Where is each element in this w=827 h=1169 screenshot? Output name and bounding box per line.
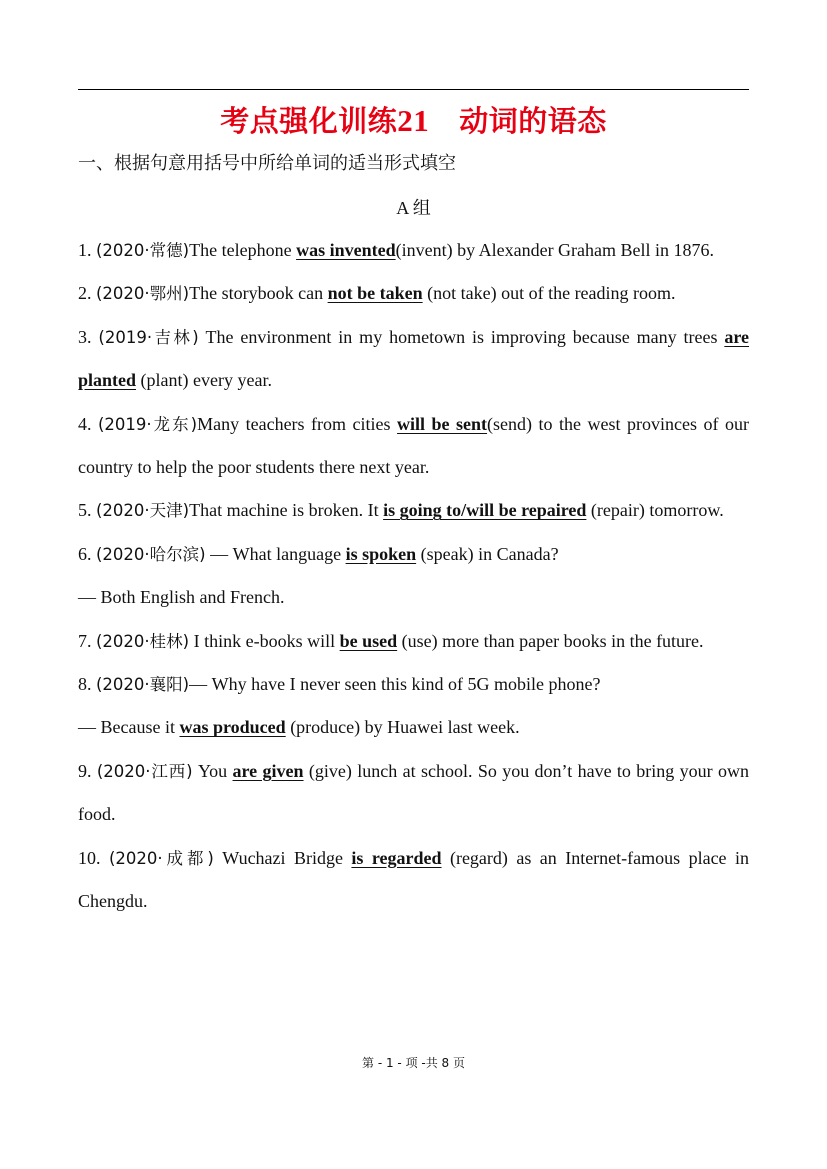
exercise-item-2 <box>78 272 749 315</box>
answer-blank: was invented <box>296 240 396 260</box>
title-text: 考点强化训练 <box>220 104 398 138</box>
item-source: (2020·哈尔滨) <box>96 544 206 564</box>
answer-blank: not be taken <box>327 283 423 304</box>
item-text: I think e-books will <box>189 630 340 651</box>
item-source: (2020·常德) <box>96 241 190 260</box>
answer-blank: was produced <box>179 717 286 738</box>
item-text: — What language <box>205 543 346 564</box>
group-label: A 组 <box>396 198 431 218</box>
item-text: (give) lunch at school. So you don’t have to bring your own food. <box>78 760 750 825</box>
item-number: 2. <box>78 283 92 304</box>
item-text: That machine is broken. It <box>189 500 384 521</box>
item-number: 4. <box>78 413 92 434</box>
answer-blank: are given <box>232 760 304 781</box>
item-text: The telephone <box>189 240 297 260</box>
item-source: (2020·桂林) <box>96 631 190 651</box>
item-text: (invent) by Alexander Graham Bell in 1876. <box>395 240 715 260</box>
item-text: The storybook can <box>189 283 328 304</box>
item-text: (repair) tomorrow. <box>586 500 724 521</box>
exercise-item-8-reply <box>78 706 749 749</box>
answer-blank: will be sent <box>397 413 488 434</box>
answer-blank: is going to/will be repaired <box>383 500 587 521</box>
exercise-list <box>78 229 749 924</box>
exercise-item-7 <box>78 620 749 663</box>
item-text: — Why have I never seen this kind of 5G mobile phone? <box>189 674 601 695</box>
item-text: (use) more than paper books in the future. <box>397 630 704 651</box>
item-number: 3. <box>78 326 92 347</box>
item-number: 7. <box>78 630 92 651</box>
item-source: (2019·吉林) <box>98 327 199 347</box>
page-footer: 第 - 1 - 项 -共 8 页 <box>362 1056 465 1070</box>
exercise-item-4 <box>78 403 749 490</box>
item-text: Wuchazi Bridge <box>213 847 352 868</box>
item-number: 8. <box>78 674 92 695</box>
exercise-item-1 <box>78 229 749 272</box>
section-heading: 一、根据句意用括号中所给单词的适当形式填空 <box>78 153 456 174</box>
answer-blank: is regarded <box>351 847 442 868</box>
title-topic: 动词的语态 <box>459 104 607 138</box>
answer-blank: be used <box>339 630 398 651</box>
exercise-item-9 <box>78 750 749 837</box>
exercise-item-10 <box>78 837 749 924</box>
exercise-item-8 <box>78 663 749 706</box>
item-number: 1. <box>78 240 92 260</box>
item-text: The environment in my hometown is improving because many trees <box>198 326 725 347</box>
item-reply: — Both English and French. <box>78 587 285 608</box>
item-source: (2020·成都) <box>108 848 214 868</box>
item-text: (produce) by Huawei last week. <box>285 717 520 738</box>
item-source: (2020·襄阳) <box>96 675 190 695</box>
item-number: 6. <box>78 543 92 564</box>
exercise-item-3 <box>78 316 749 403</box>
item-text: (not take) out of the reading room. <box>422 283 676 304</box>
item-text: You <box>192 760 233 781</box>
item-source: (2020·江西) <box>96 761 193 781</box>
exercise-item-6-reply <box>78 576 749 619</box>
item-text: (send) to the west provinces of our country to help the poor students there next year. <box>78 413 749 478</box>
item-source: (2020·天津) <box>96 501 190 521</box>
exercise-item-5 <box>78 489 749 532</box>
item-source: (2019·龙东) <box>98 414 198 434</box>
item-text: (regard) as an Internet-famous place in Chengdu. <box>78 847 749 912</box>
item-text: (speak) in Canada? <box>416 543 559 564</box>
answer-blank: is spoken <box>345 543 417 564</box>
answer-blank: are planted <box>78 326 749 391</box>
item-text: Many teachers from cities <box>197 413 398 434</box>
item-text: (plant) every year. <box>136 370 272 391</box>
item-number: 10. <box>78 847 101 868</box>
page-title <box>0 101 827 141</box>
item-number: 9. <box>78 760 92 781</box>
title-number: 21 <box>397 103 430 138</box>
item-reply: — Because it <box>78 717 180 738</box>
exercise-item-6 <box>78 533 749 576</box>
item-source: (2020·鄂州) <box>96 284 190 304</box>
item-number: 5. <box>78 500 92 521</box>
header-rule <box>78 89 749 90</box>
